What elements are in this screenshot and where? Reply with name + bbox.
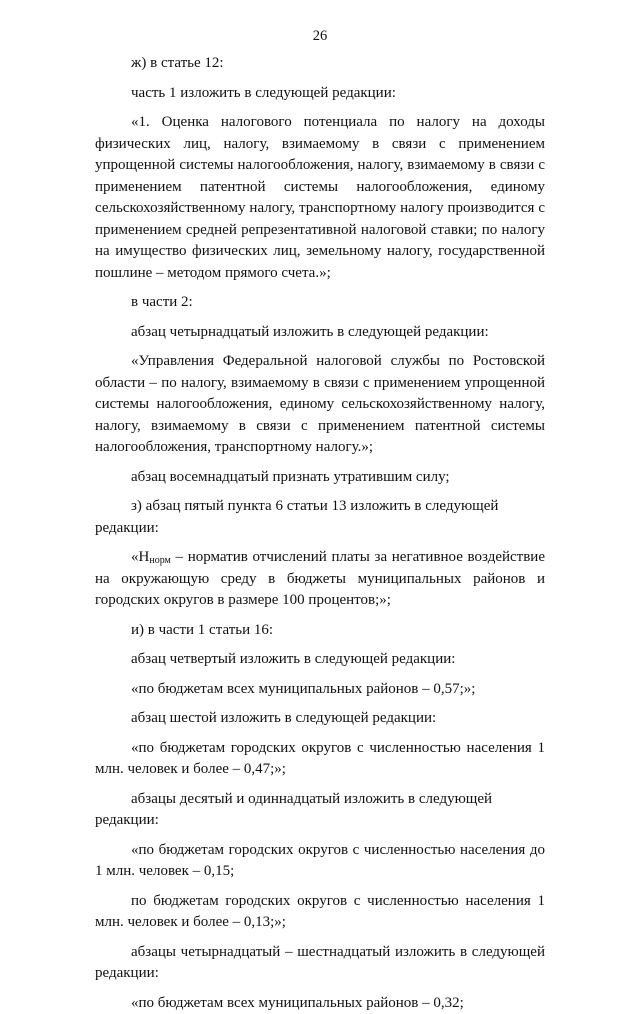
norm-symbol: «Н — [131, 549, 149, 565]
paragraph-abzac-14-instruction: абзац четырнадцатый изложить в следующей редакции: — [95, 322, 545, 344]
document-body — [95, 53, 545, 1014]
page-number: 26 — [0, 28, 640, 45]
paragraph-urban-047: «по бюджетам городских округов с численностью населения 1 млн. человек и более – 0,47;»; — [95, 738, 545, 781]
paragraph-tax-potential-quote: «1. Оценка налогового потенциала по налогу на доходы физических лиц, налогу, взимаемому в связи с применением упрощенной системы налогообложения, налогу, взимаемому в связи с применением патентной системы налогообложения, единому сельскохозяйственному налогу, транспортному налогу производится с применением средней репрезентативной налоговой ставки; по налогу на имущество физических лиц, земельному налогу, государственной пошлине – методом прямого счета.»; — [95, 112, 545, 284]
paragraph-abzac-10-11-instruction: абзацы десятый и одиннадцатый изложить в следующей редакции: — [95, 789, 545, 832]
paragraph-item-z: з) абзац пятый пункта 6 статьи 13 изложить в следующей редакции: — [95, 496, 545, 539]
paragraph-municipal-032: «по бюджетам всех муниципальных районов – 0,32; — [95, 993, 545, 1014]
paragraph-norm-formula — [95, 547, 545, 612]
paragraph-urban-015: «по бюджетам городских округов с численностью населения до 1 млн. человек – 0,15; — [95, 840, 545, 883]
norm-subscript: норм — [149, 555, 171, 566]
paragraph-municipal-057: «по бюджетам всех муниципальных районов – 0,57;»; — [95, 679, 545, 701]
paragraph-ufns-quote: «Управления Федеральной налоговой службы по Ростовской области – по налогу, взимаемому в связи с применением упрощенной системы налогообложения, единому сельскохозяйственному налогу, налогу, взимаемому в связи с применением патентной системы налогообложения, транспортному налогу.»; — [95, 351, 545, 459]
paragraph-part-2: в части 2: — [95, 292, 545, 314]
paragraph-abzac-14-16-instruction: абзацы четырнадцатый – шестнадцатый изложить в следующей редакции: — [95, 942, 545, 985]
paragraph-abzac-4-instruction: абзац четвертый изложить в следующей редакции: — [95, 649, 545, 671]
paragraph-item-i: и) в части 1 статьи 16: — [95, 620, 545, 642]
paragraph-part-1-instruction: часть 1 изложить в следующей редакции: — [95, 83, 545, 105]
paragraph-item-zh: ж) в статье 12: — [95, 53, 545, 75]
paragraph-abzac-18-repeal: абзац восемнадцатый признать утратившим силу; — [95, 467, 545, 489]
paragraph-abzac-6-instruction: абзац шестой изложить в следующей редакции: — [95, 708, 545, 730]
paragraph-urban-013: по бюджетам городских округов с численностью населения 1 млн. человек и более – 0,13;»; — [95, 891, 545, 934]
norm-definition: – норматив отчислений платы за негативное воздействие на окружающую среду в бюджеты муниципальных районов и городских округов в размере 100 процентов;»; — [95, 549, 545, 608]
